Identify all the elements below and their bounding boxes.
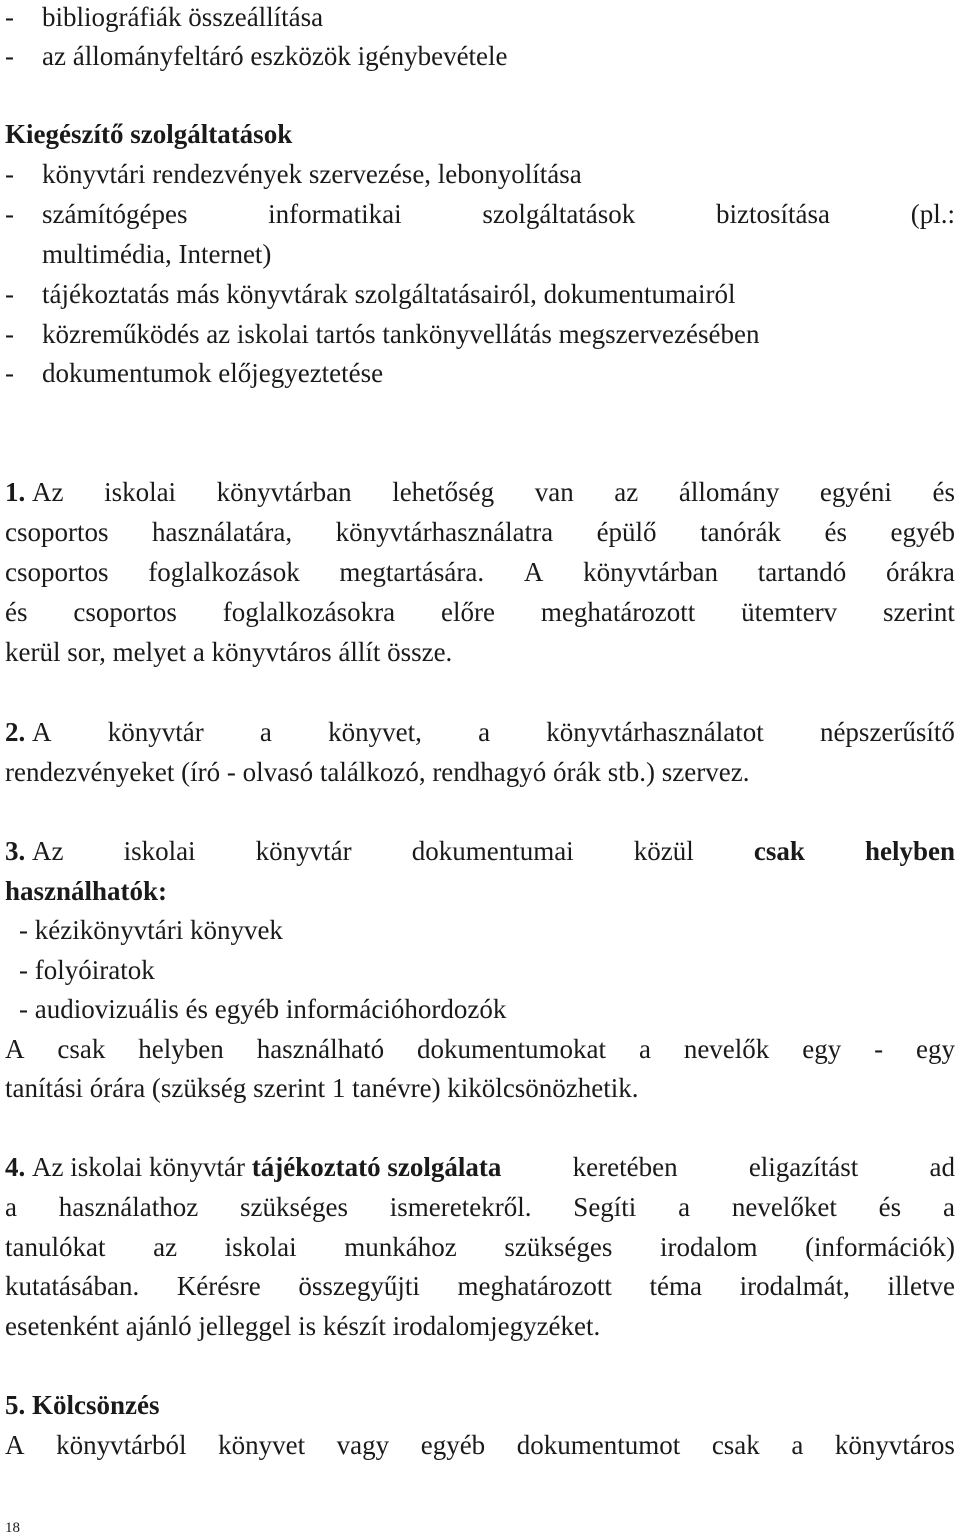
section1-line: csoportos foglalkozások megtartására. A könyvtárban tartandó órákra (5, 557, 955, 587)
section-heading-kolcsonzes: 5. Kölcsönzés (5, 1390, 160, 1420)
list-item-dash: - (5, 199, 14, 229)
list-item-text: könyvtári rendezvények szervezése, lebonyolítása (42, 159, 582, 189)
section4-line: esetenként ajánló jelleggel is készít irodalomjegyzéket. (5, 1311, 601, 1341)
list-item: - bibliográfiák összeállítása (5, 2, 324, 32)
list-item-text: bibliográfiák összeállítása (42, 2, 324, 32)
list-item: - tájékoztatás más könyvtárak szolgáltatásairól, dokumentumairól (5, 279, 736, 309)
list-item-text: kézikönyvtári könyvek (34, 915, 283, 945)
section2-line: rendezvényeket (író - olvasó találkozó, rendhagyó órák stb.) szervez. (5, 757, 750, 787)
section1-line: csoportos használatára, könyvtárhasználatra épülő tanórák és egyéb (5, 517, 955, 547)
section5-line: A könyvtárból könyvet vagy egyéb dokumentumot csak a könyvtáros (5, 1430, 955, 1460)
list-item-justified: számítógépes informatikai szolgáltatások biztosítása (pl.: (42, 199, 955, 229)
list-item-continuation: multimédia, Internet) (42, 239, 272, 269)
section1-line: és csoportos foglalkozásokra előre meghatározott ütemterv szerint (5, 597, 955, 627)
section4-line: 4. Az iskolai könyvtár tájékoztató szolgálata keretében eligazítást ad (5, 1152, 955, 1182)
section-heading-kiegeszito: Kiegészítő szolgáltatások (5, 119, 293, 149)
list-item: - könyvtári rendezvények szervezése, lebonyolítása (5, 159, 582, 189)
section3-line: tanítási órára (szükség szerint 1 tanévre) kikölcsönözhetik. (5, 1073, 639, 1103)
list-item-text: tájékoztatás más könyvtárak szolgáltatásairól, dokumentumairól (42, 279, 736, 309)
section3-bold-line: használhatók: (5, 876, 168, 906)
section1-line: kerül sor, melyet a könyvtáros állít össze. (5, 637, 453, 667)
list-item-text: dokumentumok előjegyeztetése (42, 358, 384, 388)
list-item: - audiovizuális és egyéb információhordozók (19, 994, 507, 1024)
page-number: 18 (5, 1520, 20, 1536)
list-item: - kézikönyvtári könyvek (19, 915, 283, 945)
list-item-text: közreműködés az iskolai tartós tankönyvellátás megszervezésében (42, 319, 760, 349)
list-item-text: az állományfeltáró eszközök igénybevétele (42, 41, 508, 71)
list-item: - az állományfeltáró eszközök igénybevétele (5, 41, 508, 71)
section1-line: 1. Az iskolai könyvtárban lehetőség van az állomány egyéni és (5, 477, 955, 507)
list-item-text: audiovizuális és egyéb információhordozók (34, 994, 507, 1024)
section2-line: 2. A könyvtár a könyvet, a könyvtárhasználatot népszerűsítő (5, 717, 955, 747)
section4-line: kutatásában. Kérésre összegyűjti meghatározott téma irodalmát, illetve (5, 1271, 955, 1301)
list-item: - dokumentumok előjegyeztetése (5, 358, 384, 388)
section4-line: a használathoz szükséges ismeretekről. Segíti a nevelőket és a (5, 1192, 955, 1222)
list-item-text: folyóiratok (34, 955, 155, 985)
section4-line: tanulókat az iskolai munkához szükséges irodalom (információk) (5, 1232, 955, 1262)
section3-line: A csak helyben használható dokumentumokat a nevelők egy - egy (5, 1034, 955, 1064)
section3-line: 3. Az iskolai könyvtár dokumentumai közül csak helyben (5, 836, 955, 866)
list-item: - közreműködés az iskolai tartós tankönyvellátás megszervezésében (5, 319, 760, 349)
list-item: - folyóiratok (19, 955, 155, 985)
